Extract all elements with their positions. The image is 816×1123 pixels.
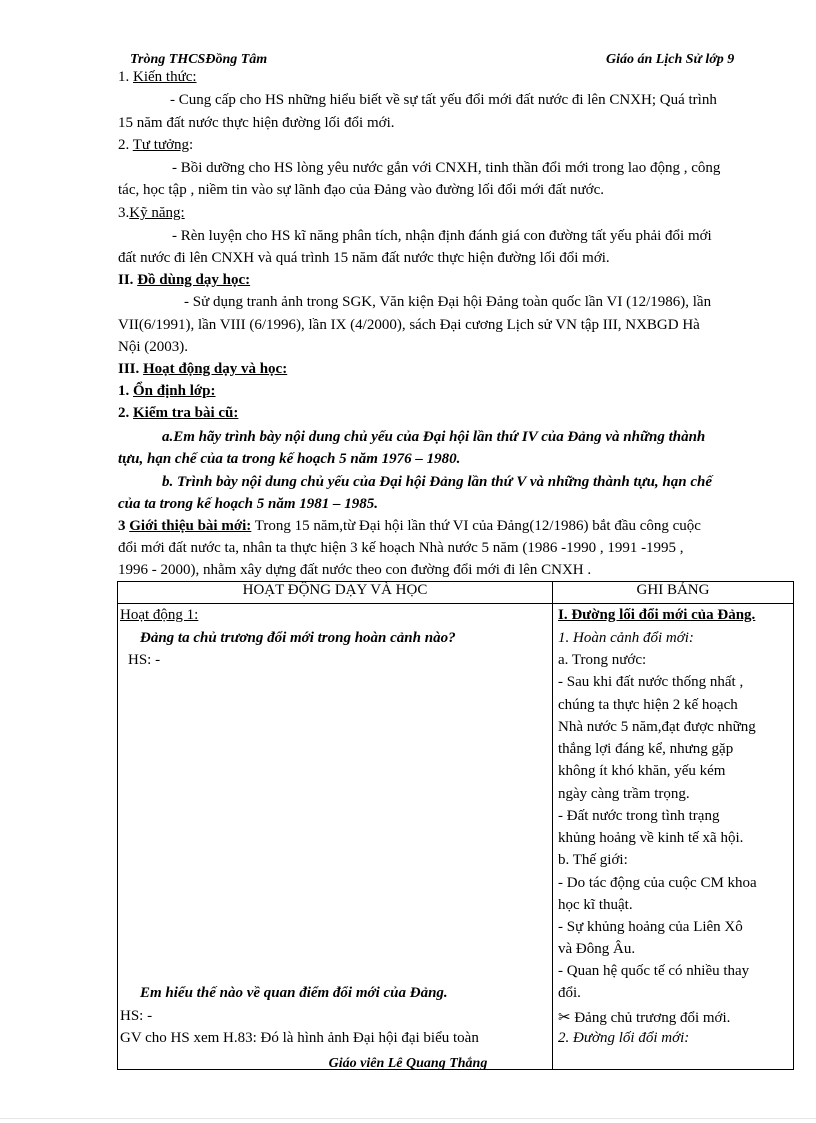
activity-question-2: Em hiểu thế nào về quan điểm đổi mới của Đảng. [140, 985, 448, 1001]
header-subject: Giáo án Lịch Sử lớp 9 [606, 52, 735, 67]
student-answer-1: HS: - [128, 652, 161, 668]
notes-domestic-line: không ít khó khăn, yếu kém [558, 763, 726, 779]
skill-text-1: - Rèn luyện cho HS kĩ năng phân tích, nhận định đánh giá con đường tất yếu phải đổi mới [172, 228, 712, 244]
thought-text-1: - Bồi dưỡng cho HS lòng yêu nước gắn với CNXH, tinh thần đổi mới trong lao động , công [172, 160, 721, 176]
notes-domestic-line: khủng hoảng về kinh tế xã hội. [558, 830, 744, 846]
knowledge-text-1: - Cung cấp cho HS những hiểu biết về sự tất yếu đổi mới đất nước đi lên CNXH; Quá trình [170, 92, 717, 108]
notes-world-line: và Đông Âu. [558, 941, 636, 957]
thought-number: 2. [118, 137, 130, 153]
skill-title: Kỹ năng: [129, 205, 185, 221]
question-a-2: tựu, hạn chế của ta trong kế hoạch 5 năm 1976 – 1980. [118, 451, 461, 467]
knowledge-number: 1. [118, 69, 130, 85]
knowledge-heading [118, 69, 197, 86]
notes-column [553, 604, 794, 1070]
materials-text-1: - Sử dụng tranh ảnh trong SGK, Văn kiện Đại hội Đảng toàn quốc lần VI (12/1986), lần [184, 294, 712, 310]
thought-title: Tư tưởng [132, 137, 190, 153]
notes-domestic-line: - Sau khi đất nước thống nhất , [558, 674, 744, 690]
step3-number: 3 [118, 518, 126, 534]
step1-title: Ổn định lớp: [133, 383, 216, 399]
step3-title: Giới thiệu bài mới: [129, 518, 252, 534]
notes-domestic-line: ngày càng trầm trọng. [558, 786, 690, 802]
activity-1-title: Hoạt động 1: [120, 607, 199, 623]
notes-subsection-2: 2. Đường lối đổi mới: [558, 1030, 690, 1046]
notes-world-line: đổi. [558, 985, 581, 1001]
knowledge-text-2: 15 năm đất nước thực hiện đường lối đổi mới. [118, 115, 395, 131]
notes-domestic-line: thắng lợi đáng kể, nhưng gặp [558, 741, 734, 757]
materials-number: II. [118, 272, 134, 288]
question-b-1: b. Trình bày nội dung chủ yếu của Đại hội Đảng lần thứ V và những thành tựu, hạn chế [162, 474, 713, 490]
skill-heading [118, 205, 185, 222]
notes-domestic-line: chúng ta thực hiện 2 kế hoạch [558, 697, 738, 713]
activities-heading [118, 361, 287, 378]
step3-text-1: Trong 15 năm,từ Đại hội lần thứ VI của Đảng(12/1986) bắt đầu công cuộc [254, 518, 701, 534]
step1-number: 1. [118, 383, 130, 399]
notes-domestic-title: a. Trong nước: [558, 652, 647, 668]
notes-world-line: - Sự khủng hoảng của Liên Xô [558, 919, 743, 935]
step1-heading [118, 383, 216, 400]
student-answer-2: HS: - [120, 1008, 153, 1024]
question-b-2: của ta trong kế hoạch 5 năm 1981 – 1985. [118, 496, 379, 512]
table-header-notes: GHI BẢNG [553, 582, 794, 604]
knowledge-title: Kiến thức: [133, 69, 197, 85]
step2-number: 2. [118, 405, 130, 421]
notes-world-line: học kĩ thuật. [558, 897, 633, 913]
materials-text-3: Nội (2003). [118, 339, 188, 355]
materials-title: Đồ dùng dạy học: [137, 272, 251, 288]
lesson-table [117, 581, 794, 1070]
step3-line-1 [118, 518, 701, 535]
header-school: Tròng THCSĐồng Tâm [130, 52, 268, 67]
skill-text-2: đất nước đi lên CNXH và quá trình 15 năm đất nước thực hiện đường lối đổi mới. [118, 250, 610, 266]
thought-heading: 2. Tư tưởng: [118, 137, 194, 153]
page-divider [0, 1118, 816, 1119]
notes-domestic-line: - Đất nước trong tình trạng [558, 808, 720, 824]
notes-world-line: - Quan hệ quốc tế có nhiều thay [558, 963, 750, 979]
notes-domestic-line: Nhà nước 5 năm,đạt được những [558, 719, 756, 735]
notes-conclusion [558, 1008, 730, 1027]
materials-heading [118, 272, 250, 289]
notes-world-title: b. Thế giới: [558, 852, 628, 868]
step2-heading [118, 405, 238, 422]
activities-number: III. [118, 361, 140, 377]
thought-text-2: tác, học tập , niềm tin vào sự lãnh đạo của Đảng vào đường lối đổi mới đất nước. [118, 182, 604, 198]
footer-teacher: Giáo viên Lê Quang Thắng [328, 1056, 488, 1071]
step3-text-2: đổi mới đất nước ta, nhân ta thực hiện 3 kế hoạch Nhà nước 5 năm (1986 -1990 , 1991 -1995 , [118, 540, 684, 556]
activity-question-1: Đảng ta chủ trương đổi mới trong hoàn cảnh nào? [140, 630, 456, 646]
notes-conclusion-text: Đảng chủ trương đổi mới. [574, 1010, 731, 1026]
step3-text-3: 1996 - 2000), nhằm xây dựng đất nước theo con đường đổi mới đi lên CNXH . [118, 562, 592, 578]
table-header-activities: HOẠT ĐỘNG DẠY VÀ HỌC [118, 582, 553, 604]
activities-column [118, 604, 553, 1070]
activities-title: Hoạt động dạy và học: [143, 361, 288, 377]
notes-world-line: - Do tác động của cuộc CM khoa [558, 875, 757, 891]
scissors-icon: ✂ [558, 1010, 571, 1026]
teacher-note: GV cho HS xem H.83: Đó là hình ảnh Đại hội đại biểu toàn [120, 1030, 479, 1046]
step2-title: Kiểm tra bài cũ: [133, 405, 239, 421]
notes-subsection-1: 1. Hoàn cảnh đổi mới: [558, 630, 694, 646]
skill-number: 3. [118, 205, 130, 221]
materials-text-2: VII(6/1991), lần VIII (6/1996), lần IX (4/2000), sách Đại cương Lịch sử VN tập III, NXBGD Hà [118, 317, 700, 333]
question-a-1: a.Em hãy trình bày nội dung chủ yếu của Đại hội lần thứ IV của Đảng và những thành [162, 429, 706, 445]
notes-section-title: I. Đường lối đổi mới của Đảng. [558, 607, 756, 623]
